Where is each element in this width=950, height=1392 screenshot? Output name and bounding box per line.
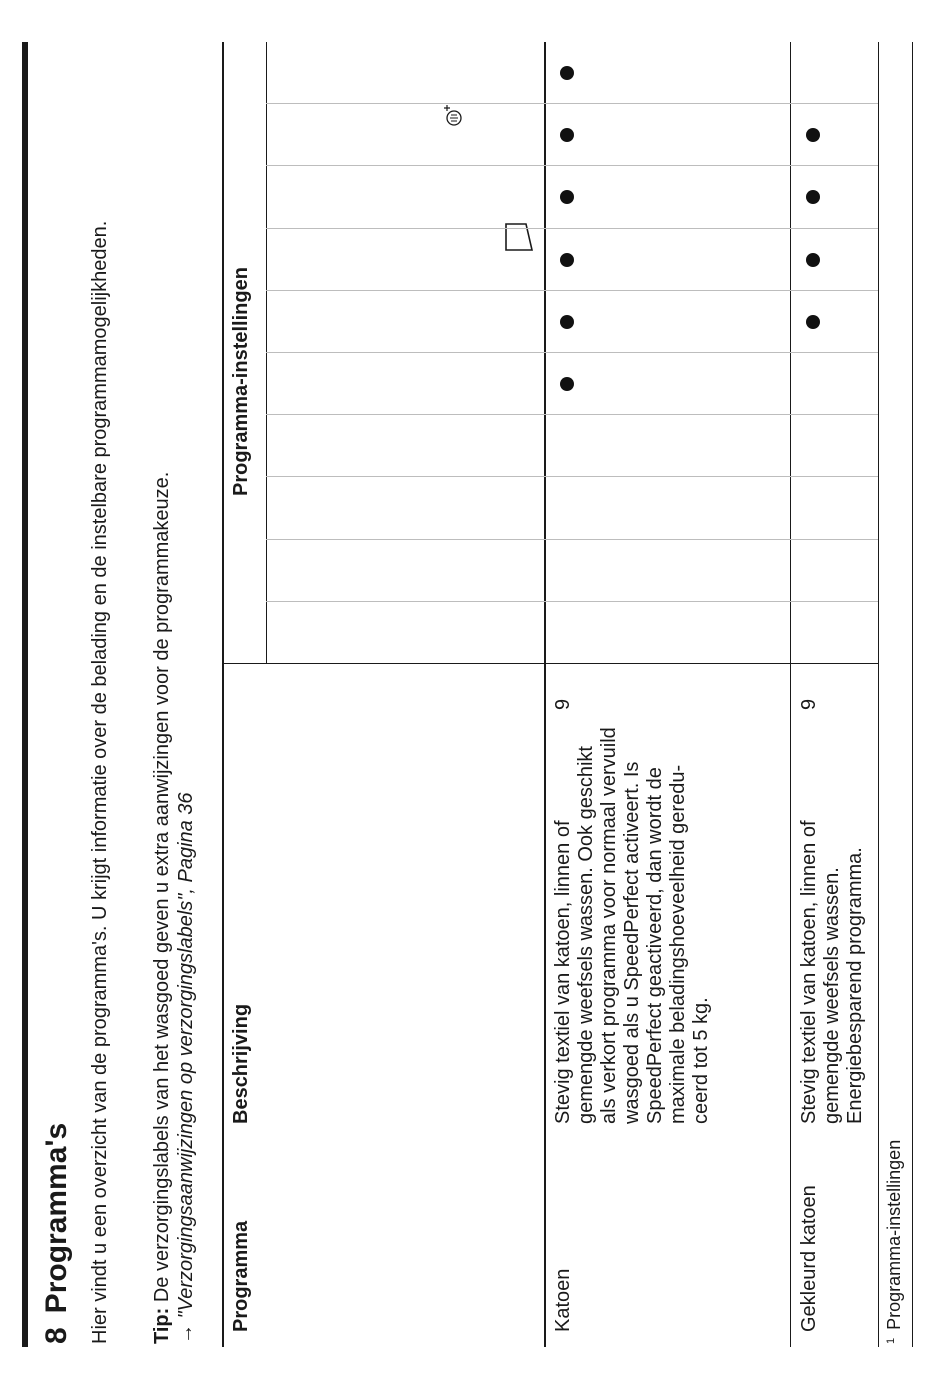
settings-column-divider	[224, 663, 878, 664]
header-programma-instellingen: Programma-instellingen	[230, 267, 252, 496]
settings-column-line	[266, 103, 878, 104]
settings-column-line	[266, 165, 878, 166]
settings-column-line	[266, 601, 878, 602]
header-bottom-rule	[544, 42, 546, 1347]
setting-available-dot	[560, 377, 574, 391]
setting-available-dot	[560, 253, 574, 267]
tip-text: De verzorgingslabels van het wasgoed geven u extra aanwijzingen voor de programmakeuze.	[151, 471, 173, 1308]
header-beschrijving: Beschrijving	[230, 1003, 252, 1124]
prewash-icon	[500, 220, 540, 254]
section-bar	[22, 42, 28, 1347]
row-gekleurd-katoen-name: Gekleurd katoen	[798, 1185, 820, 1332]
row-katoen-description: Stevig textiel van katoen, linnen of gemengde weefsels wassen. Ook geschikt als verkort programma voor normaal vervuild wasgoed als u SpeedPerfect activeert. Is SpeedPerfect geactiveerd, dan wordt de maximale beladingshoeveelheid gereduceerd tot 5 kg.	[552, 727, 712, 1124]
setting-available-dot	[560, 315, 574, 329]
header-programma: Programma	[230, 1220, 252, 1332]
section-number: 8	[40, 1327, 73, 1344]
table-top-rule	[222, 42, 224, 1347]
page-title	[40, 1123, 74, 1344]
page-bottom-rule	[912, 42, 913, 1347]
settings-column-line	[266, 476, 878, 477]
settings-column-line	[266, 539, 878, 540]
setting-available-dot	[560, 128, 574, 142]
settings-header-rule	[266, 42, 267, 664]
footnote-marker: 1	[885, 1337, 897, 1344]
settings-column-line	[266, 414, 878, 415]
intro-paragraph: Hier vindt u een overzicht van de programma's. U krijgt informatie over de belading en de instelbare programmamogelijkheden.	[89, 220, 111, 1344]
row-rule-1	[790, 42, 791, 1347]
setting-available-dot	[560, 66, 574, 80]
arrow-icon: →	[175, 1318, 197, 1344]
section-title: Programma's	[40, 1122, 73, 1314]
setting-available-dot	[560, 191, 574, 205]
setting-available-dot	[806, 191, 820, 205]
settings-column-line	[266, 352, 878, 353]
settings-column-line	[266, 290, 878, 291]
setting-available-dot	[806, 315, 820, 329]
table-bottom-rule	[878, 42, 879, 1347]
tip-reference-link[interactable]: "Verzorgingsaanwijzingen op verzorgingslabels", Pagina 36	[175, 792, 197, 1319]
row-gekleurd-katoen-description: Stevig textiel van katoen, linnen of gemengde weefsels wassen. Energiebesparend programma.	[798, 820, 866, 1124]
row-katoen-name: Katoen	[552, 1268, 574, 1332]
setting-available-dot	[806, 253, 820, 267]
stain-plus-icon	[440, 100, 470, 130]
footnote-text: Programma-instellingen	[884, 1139, 904, 1330]
tip-paragraph	[150, 44, 198, 1344]
settings-column-line	[266, 228, 878, 229]
footnote	[884, 1140, 905, 1344]
row-katoen-load: 9	[552, 698, 574, 710]
row-gekleurd-katoen-load: 9	[798, 698, 820, 710]
tip-label: Tip:	[151, 1307, 173, 1344]
setting-available-dot	[806, 128, 820, 142]
